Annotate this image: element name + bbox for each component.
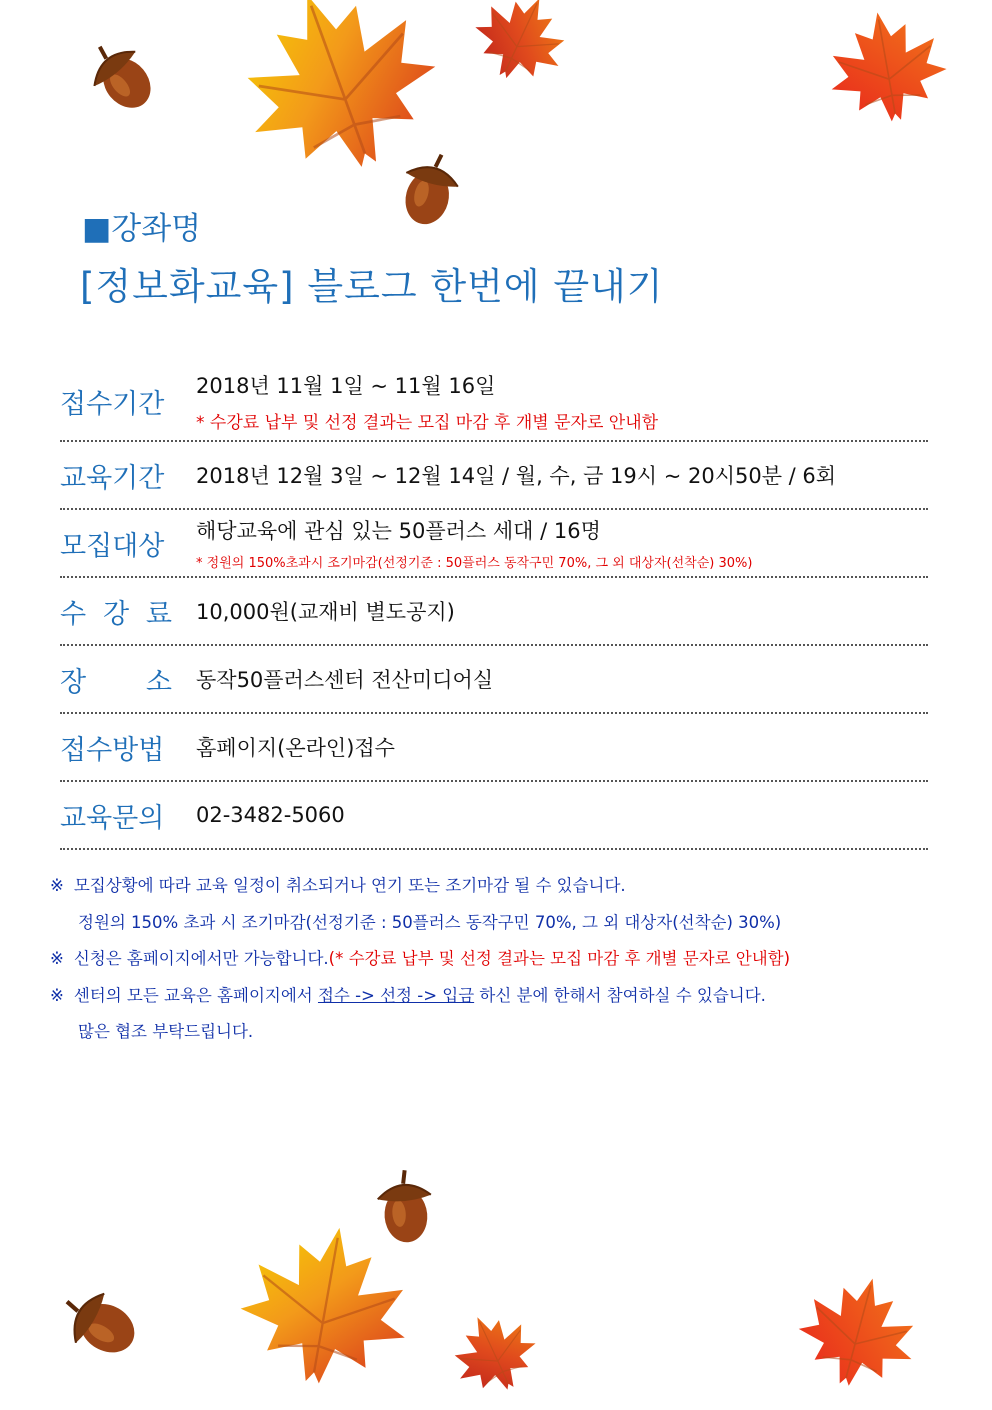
notice-line-3-continued: 많은 협조 부탁드립니다. [78, 1022, 254, 1041]
education-period-label: 교육기간 [60, 462, 165, 494]
acorn-icon [50, 1280, 145, 1365]
notice-line-1: ※ 모집상황에 따라 교육 일정이 취소되거나 연기 또는 조기마감 될 수 있습니다. [50, 876, 626, 895]
maple-leaf-icon [455, 0, 585, 95]
contact-value: 02-3482-5060 [196, 803, 345, 827]
notice-line-3: ※ 센터의 모든 교육은 홈페이지에서 접수 -> 선정 -> 입금 하신 분에 한해서 참여하실 수 있습니다. [50, 985, 766, 1005]
target-value: 해당교육에 관심 있는 50플러스 세대 / 16명 [196, 519, 601, 543]
acorn-icon [390, 145, 470, 230]
place-value: 동작50플러스센터 전산미디어실 [196, 668, 494, 692]
info-row-fee [60, 578, 928, 646]
method-label: 접수방법 [60, 734, 165, 766]
contact-label: 교육문의 [60, 802, 165, 834]
target-label: 모집대상 [60, 530, 165, 562]
process-steps: 접수 -> 선정 -> 입금 [317, 985, 475, 1005]
fee-value: 10,000원(교재비 별도공지) [196, 600, 455, 624]
registration-note: * 수강료 납부 및 선정 결과는 모집 마감 후 개별 문자로 안내함 [196, 412, 659, 433]
registration-label: 접수기간 [60, 388, 165, 420]
place-label: 장 소 [60, 666, 172, 698]
course-heading-label: ■강좌명 [82, 211, 202, 247]
course-info-table [60, 362, 928, 850]
method-value: 홈페이지(온라인)접수 [196, 736, 395, 760]
info-row-registration [60, 362, 928, 442]
notice-mark: ※ [50, 949, 64, 968]
maple-leaf-icon [210, 1210, 440, 1410]
notice-line-2: ※ 신청은 홈페이지에서만 가능합니다.(* 수강료 납부 및 선정 결과는 모집 마감 후 개별 문자로 안내함) [50, 949, 791, 968]
notice-section [50, 868, 940, 1051]
info-row-target [60, 510, 928, 578]
notice-mark: ※ [50, 985, 64, 1005]
info-row-method [60, 714, 928, 782]
notice-mark: ※ [50, 876, 64, 895]
target-note: * 정원의 150%초과시 조기마감(선정기준 : 50플러스 동작구민 70%, 그 외 대상자(선착순) 30%) [196, 556, 753, 571]
fee-label: 수 강 료 [60, 598, 172, 630]
info-row-education-period [60, 442, 928, 510]
notice-line-1-continued: 정원의 150% 초과 시 조기마감(선정기준 : 50플러스 동작구민 70%, 그 외 대상자(선착순) 30%) [78, 912, 782, 932]
maple-leaf-icon [815, 0, 960, 140]
info-row-place [60, 646, 928, 714]
acorn-icon [80, 35, 160, 115]
maple-leaf-icon [785, 1265, 930, 1405]
registration-value: 2018년 11월 1일 ~ 11월 16일 [196, 373, 496, 398]
course-title: [정보화교육] 블로그 한번에 끝내기 [80, 265, 664, 308]
education-period-value: 2018년 12월 3일 ~ 12월 14일 / 월, 수, 금 19시 ~ 20시50분 / 6회 [196, 464, 837, 488]
info-row-contact [60, 782, 928, 850]
maple-leaf-icon [440, 1305, 550, 1405]
